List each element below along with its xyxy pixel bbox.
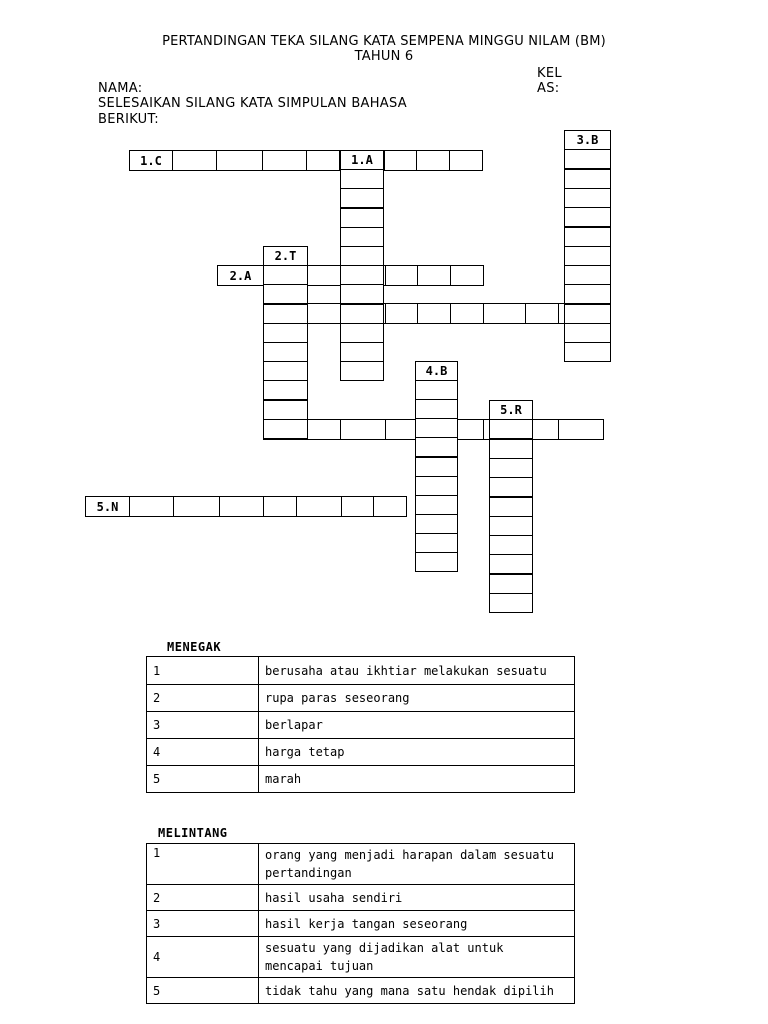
clue-start-cell-5-down[interactable]: 5.R xyxy=(489,400,533,420)
clue-number: 1 xyxy=(147,844,259,885)
page-title: PERTANDINGAN TEKA SILANG KATA SEMPENA MINGGU NILAM (BM) xyxy=(162,34,606,49)
answer-cell[interactable] xyxy=(216,150,263,171)
answer-cell[interactable] xyxy=(489,497,533,517)
page-subtitle: TAHUN 6 xyxy=(354,49,414,64)
answer-cell[interactable] xyxy=(341,496,374,517)
answer-cell[interactable] xyxy=(415,380,458,400)
answer-cell[interactable] xyxy=(489,439,533,459)
answer-cell[interactable] xyxy=(340,169,384,189)
clue-text: hasil usaha sendiri xyxy=(259,885,575,911)
answer-cell[interactable] xyxy=(564,304,611,324)
answer-cell[interactable] xyxy=(564,265,611,285)
clue-number: 3 xyxy=(147,712,259,739)
answer-cell[interactable] xyxy=(306,150,340,171)
clue-start-cell-2-down[interactable]: 2.T xyxy=(263,246,308,266)
clue-number: 4 xyxy=(147,739,259,766)
clue-row xyxy=(147,712,575,739)
clue-number: 2 xyxy=(147,685,259,712)
answer-cell[interactable] xyxy=(415,457,458,477)
answer-cell[interactable] xyxy=(263,380,308,400)
answer-cell[interactable] xyxy=(564,342,611,362)
clue-text: harga tetap xyxy=(259,739,575,766)
clue-text: hasil kerja tangan seseorang xyxy=(259,911,575,937)
answer-cell[interactable] xyxy=(415,476,458,496)
answer-cell[interactable] xyxy=(564,188,611,208)
menegak-heading: MENEGAK xyxy=(167,640,222,654)
clue-row xyxy=(147,885,575,911)
clue-number: 4 xyxy=(147,937,259,978)
answer-cell[interactable] xyxy=(263,342,308,362)
answer-cell[interactable] xyxy=(449,150,483,171)
clue-row xyxy=(147,937,575,978)
answer-cell[interactable] xyxy=(219,496,264,517)
answer-cell[interactable] xyxy=(564,323,611,343)
answer-cell[interactable] xyxy=(415,418,458,438)
answer-cell[interactable] xyxy=(340,342,384,362)
melintang-heading: MELINTANG xyxy=(158,826,228,840)
answer-cell[interactable] xyxy=(564,207,611,227)
answer-cell[interactable] xyxy=(489,593,533,613)
melintang-table xyxy=(146,843,575,1004)
answer-cell[interactable] xyxy=(385,265,418,286)
answer-cell[interactable] xyxy=(129,496,174,517)
clue-text: berusaha atau ikhtiar melakukan sesuatu xyxy=(259,657,575,685)
answer-cell[interactable] xyxy=(415,514,458,534)
answer-cell[interactable] xyxy=(564,149,611,169)
clue-text: sesuatu yang dijadikan alat untuk mencapai tujuan xyxy=(259,937,575,978)
answer-cell[interactable] xyxy=(263,419,308,439)
answer-cell[interactable] xyxy=(415,552,458,572)
clue-text: orang yang menjadi harapan dalam sesuatu pertandingan xyxy=(259,844,575,885)
answer-cell[interactable] xyxy=(450,265,484,286)
clue-text: rupa paras seseorang xyxy=(259,685,575,712)
menegak-table xyxy=(146,656,575,793)
clue-row xyxy=(147,844,575,885)
answer-cell[interactable] xyxy=(173,496,220,517)
answer-cell[interactable] xyxy=(417,265,451,286)
clue-start-cell-2-across[interactable]: 2.A xyxy=(217,265,264,286)
kelas-label-line1: KEL xyxy=(537,66,562,81)
answer-cell[interactable] xyxy=(489,477,533,497)
answer-cell[interactable] xyxy=(340,323,384,343)
clue-row xyxy=(147,911,575,937)
answer-cell[interactable] xyxy=(263,265,308,285)
clue-text: berlapar xyxy=(259,712,575,739)
answer-cell[interactable] xyxy=(373,496,407,517)
answer-cell[interactable] xyxy=(340,361,384,381)
answer-cell[interactable] xyxy=(415,533,458,553)
answer-cell[interactable] xyxy=(564,284,611,304)
answer-cell[interactable] xyxy=(263,400,308,420)
answer-cell[interactable] xyxy=(558,419,604,440)
clue-start-cell-5-across[interactable]: 5.N xyxy=(85,496,130,517)
answer-cell[interactable] xyxy=(263,284,308,304)
answer-cell[interactable] xyxy=(489,574,533,594)
answer-cell[interactable] xyxy=(450,303,484,324)
answer-cell[interactable] xyxy=(340,284,384,304)
answer-cell[interactable] xyxy=(489,516,533,536)
answer-cell[interactable] xyxy=(489,554,533,574)
clue-start-cell-4-down[interactable]: 4.B xyxy=(415,361,458,381)
clue-row xyxy=(147,685,575,712)
answer-cell[interactable] xyxy=(415,437,458,457)
clue-number: 2 xyxy=(147,885,259,911)
clue-number: 1 xyxy=(147,657,259,685)
answer-cell[interactable] xyxy=(262,150,307,171)
clue-start-cell-3-down[interactable]: 3.B xyxy=(564,130,611,150)
answer-cell[interactable] xyxy=(340,265,384,285)
answer-cell[interactable] xyxy=(385,303,418,324)
clue-number: 5 xyxy=(147,978,259,1004)
answer-cell[interactable] xyxy=(307,265,341,286)
answer-cell[interactable] xyxy=(417,303,451,324)
answer-cell[interactable] xyxy=(416,150,450,171)
clue-start-cell-1-down[interactable]: 1.A xyxy=(340,150,384,170)
answer-cell[interactable] xyxy=(340,227,384,247)
clue-number: 3 xyxy=(147,911,259,937)
answer-cell[interactable] xyxy=(307,419,341,440)
answer-cell[interactable] xyxy=(340,246,384,266)
answer-cell[interactable] xyxy=(307,303,341,324)
answer-cell[interactable] xyxy=(172,150,217,171)
answer-cell[interactable] xyxy=(340,304,384,324)
clue-row xyxy=(147,657,575,685)
clue-text: tidak tahu yang mana satu hendak dipilih xyxy=(259,978,575,1004)
instruction-line1: SELESAIKAN SILANG KATA SIMPULAN BAHASA xyxy=(98,96,407,111)
clue-row xyxy=(147,739,575,766)
instruction-line2: BERIKUT: xyxy=(98,112,159,127)
answer-cell[interactable] xyxy=(489,458,533,478)
answer-cell[interactable] xyxy=(263,304,308,324)
answer-cell[interactable] xyxy=(263,323,308,343)
answer-cell[interactable] xyxy=(525,303,559,324)
clue-row xyxy=(147,766,575,793)
kelas-label-line2: AS: xyxy=(537,81,560,96)
answer-cell[interactable] xyxy=(340,188,384,208)
clue-row xyxy=(147,978,575,1004)
answer-cell[interactable] xyxy=(564,246,611,266)
answer-cell[interactable] xyxy=(483,303,526,324)
nama-label: NAMA: xyxy=(98,81,143,96)
clue-start-cell-1-across[interactable]: 1.C xyxy=(129,150,173,171)
answer-cell[interactable] xyxy=(340,419,386,440)
answer-cell[interactable] xyxy=(263,496,297,517)
clue-text: marah xyxy=(259,766,575,793)
answer-cell[interactable] xyxy=(385,419,418,440)
answer-cell[interactable] xyxy=(415,399,458,419)
answer-cell[interactable] xyxy=(384,150,417,171)
answer-cell[interactable] xyxy=(340,208,384,228)
answer-cell[interactable] xyxy=(263,361,308,381)
answer-cell[interactable] xyxy=(564,169,611,189)
answer-cell[interactable] xyxy=(489,419,533,439)
answer-cell[interactable] xyxy=(296,496,342,517)
answer-cell[interactable] xyxy=(564,227,611,247)
answer-cell[interactable] xyxy=(489,535,533,555)
answer-cell[interactable] xyxy=(415,495,458,515)
clue-number: 5 xyxy=(147,766,259,793)
